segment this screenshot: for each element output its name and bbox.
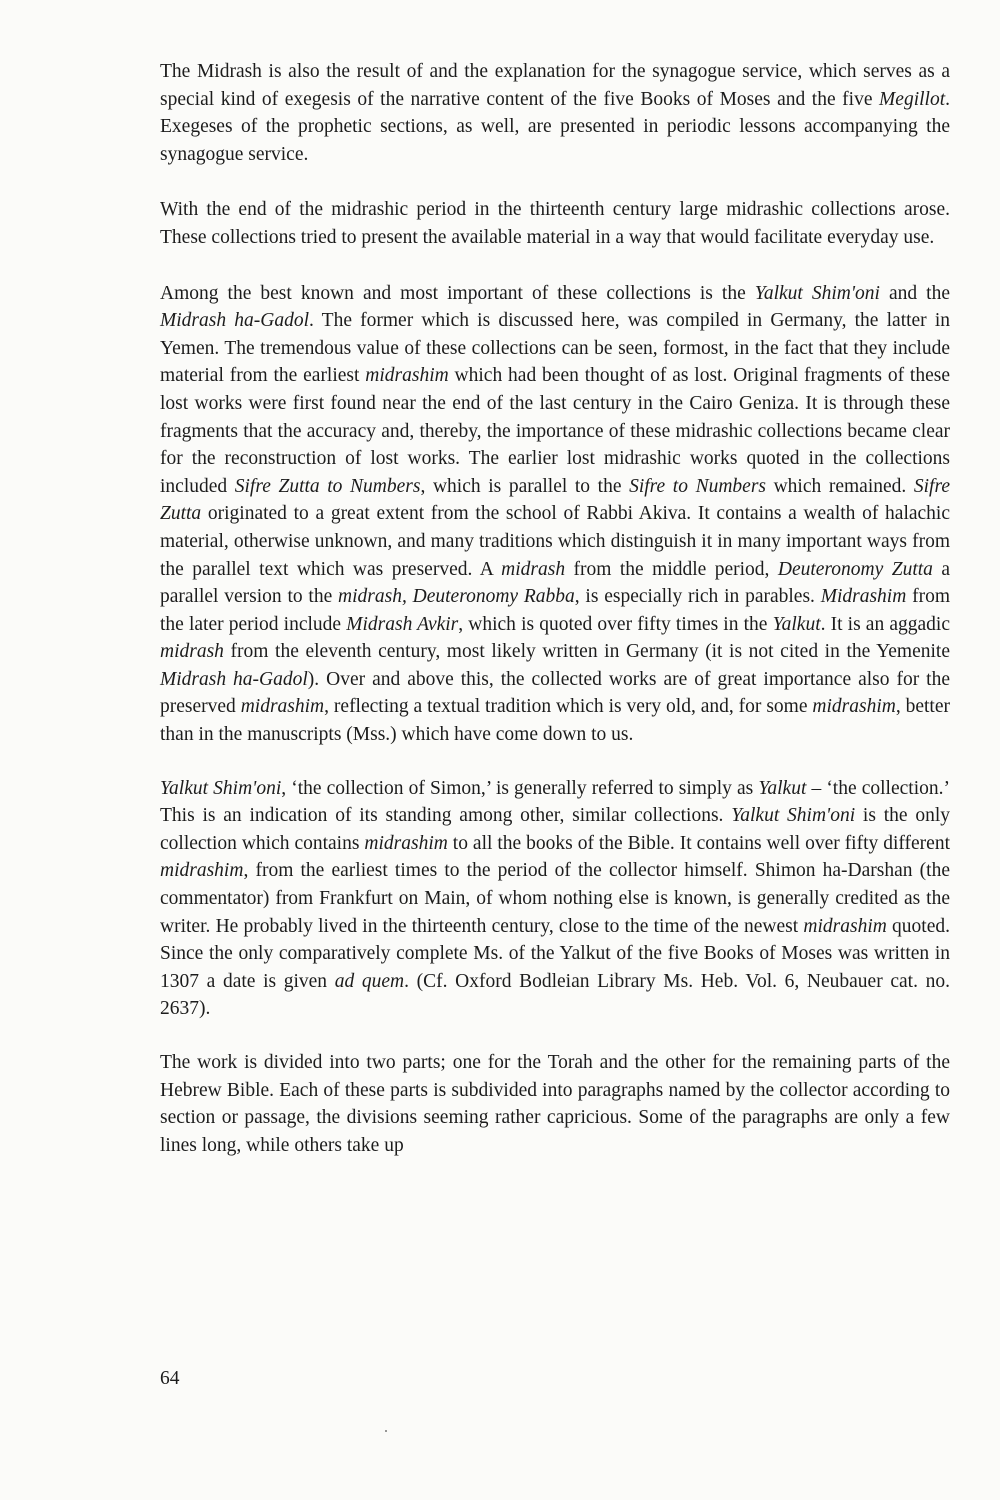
italic-run: midrashim	[160, 860, 244, 882]
text-run: and the	[879, 282, 950, 304]
text-run: , reflecting a textual tradition which is very old, and, for some	[324, 696, 813, 718]
scan-speck	[385, 1430, 387, 1432]
text-run: from the middle period,	[565, 558, 778, 580]
italic-run: Midrash ha-Gadol	[160, 668, 308, 690]
text-run: . It is an aggadic	[820, 613, 950, 635]
text-run: Among the best known and most important of these collections is the	[160, 282, 755, 304]
italic-run: midrash	[160, 641, 224, 663]
paragraph	[160, 58, 950, 168]
text-run: is the only collection which contains	[160, 805, 950, 854]
italic-run: midrash, Deuteronomy Rabba	[338, 586, 575, 608]
text-run: , is especially rich in parables.	[574, 586, 821, 608]
italic-run: Midrash ha-Gadol	[160, 310, 309, 332]
italic-run: Megillot	[879, 88, 946, 110]
text-run: a parallel version to the	[160, 558, 950, 608]
text-run: – ‘the collection.’ This is an indication of its standing among other, similar collections.	[160, 777, 950, 827]
text-run: , which is quoted over fifty times in the	[458, 613, 773, 635]
italic-run: Yalkut Shim'oni	[754, 282, 880, 304]
italic-run: midrash	[501, 558, 566, 580]
text-run: The Midrash is also the result of and the explanation for the synagogue service, which serves as a special kind of exegesis of the narrative content of the five Books of Moses and the five	[160, 61, 950, 110]
text-run: , from the earliest times to the period of the collector himself. Shimon ha-Darshan (the commentator) from Frankfurt on Main, of whom nothing else is known, is generally credited as the writer. He probably lived in the thirteenth century, close to the time of the newest	[160, 860, 950, 937]
italic-run: Sifre Zutta	[160, 475, 950, 525]
text-run: . (Cf. Oxford Bodleian Library Ms. Heb. Vol. 6, Neubauer cat. no. 2637).	[160, 970, 950, 1020]
italic-run: Yalkut Shim'oni	[160, 777, 282, 799]
italic-run: ad quem	[334, 970, 405, 992]
italic-run: Sifre Zutta to Numbers	[234, 475, 421, 497]
paragraph	[160, 775, 950, 1023]
paragraph	[160, 196, 950, 251]
text-run: from the later period include	[160, 586, 950, 635]
text-run: quoted. Since the only comparatively complete Ms. of the Yalkut of the five Books of Moses was written in 1307 a date is given	[160, 915, 950, 992]
italic-run: Sifre to Numbers	[629, 475, 766, 497]
italic-run: Yalkut	[758, 777, 807, 799]
page-number: 64	[160, 1368, 180, 1389]
text-run: ). Over and above this, the collected works are of great importance also for the preserved	[160, 668, 950, 718]
text-run: to all the books of the Bible. It contains well over fifty different	[447, 832, 950, 854]
italic-run: Midrash Avkir	[346, 613, 459, 635]
italic-run: midrashim	[803, 915, 887, 937]
text-run: originated to a great extent from the school of Rabbi Akiva. It contains a wealth of halachic material, otherwise unknown, and many traditions which distinguish it in many important ways from the parallel text which was preserved. A	[160, 503, 950, 580]
italic-run: Midrashim	[820, 586, 907, 608]
text-run: , ‘the collection of Simon,’ is generally referred to simply as	[281, 777, 759, 799]
body-text	[160, 58, 950, 1187]
italic-run: midrashim	[364, 832, 448, 854]
italic-run: midrashim	[240, 696, 325, 718]
italic-run: Yalkut Shim'oni	[731, 805, 856, 827]
paragraph	[160, 1049, 950, 1159]
text-run: which had been thought of as lost. Original fragments of these lost works were first found near the end of the last century in the Cairo Geniza. It is through these fragments that the accuracy and, thereby, the importance of these midrashic collections became clear for the reconstruction of lost works. The earlier lost midrashic works quoted in the collections included	[160, 365, 950, 497]
text-run: The work is divided into two parts; one for the Torah and the other for the remaining parts of the Hebrew Bible. Each of these parts is subdivided into paragraphs named by the collector according to section or passage, the divisions seeming rather capricious. Some of the paragraphs are only a few lines long, while others take up	[160, 1052, 950, 1156]
italic-run: Yalkut	[772, 613, 821, 635]
text-run: from the eleventh century, most likely written in Germany (it is not cited in the Yemenite	[223, 641, 950, 663]
paragraph	[160, 280, 950, 749]
italic-run: Deuteronomy Zutta	[777, 558, 933, 580]
text-run: . The former which is discussed here, was compiled in Germany, the latter in Yemen. The tremendous value of these collections can be seen, formost, in the fact that they include material from the earliest	[160, 310, 950, 387]
italic-run: midrashim	[812, 696, 896, 718]
text-run: , better than in the manuscripts (Mss.) which have come down to us.	[160, 696, 950, 746]
text-run: . Exegeses of the prophetic sections, as well, are presented in periodic lessons accompanying the synagogue service.	[160, 88, 950, 165]
italic-run: midrashim	[365, 365, 449, 387]
text-run: which remained.	[766, 475, 914, 497]
text-run: With the end of the midrashic period in the thirteenth century large midrashic collections arose. These collections tried to present the available material in a way that would facilitate everyday use.	[160, 199, 950, 248]
text-run: , which is parallel to the	[420, 475, 630, 497]
